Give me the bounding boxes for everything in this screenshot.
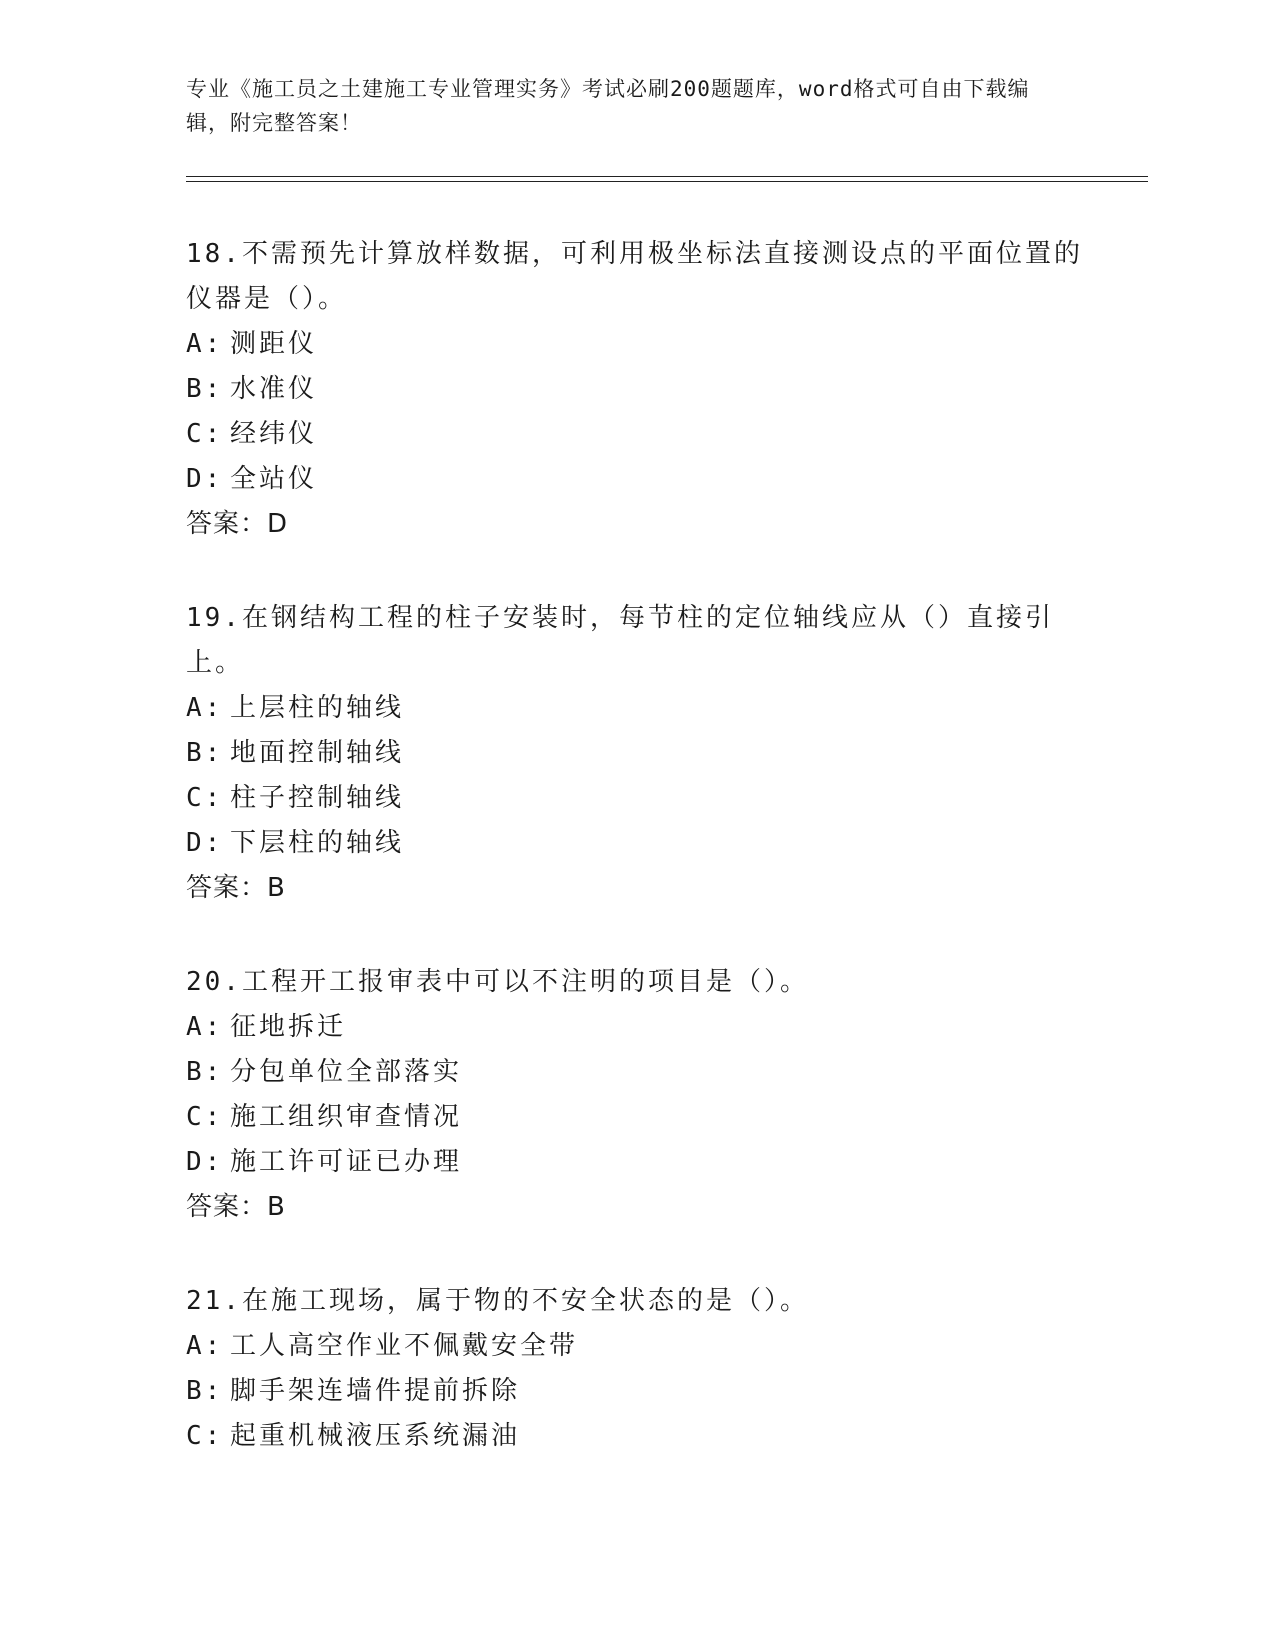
- option-text: 征地拆迁: [230, 1012, 347, 1042]
- option-text: 起重机械液压系统漏油: [230, 1421, 521, 1451]
- header-divider-top: [186, 176, 1148, 177]
- option-b: [186, 1369, 1086, 1414]
- document-header: 专业《施工员之土建施工专业管理实务》考试必刷200题题库，word格式可自由下载编辑，附完整答案！: [186, 77, 1030, 135]
- option-c: [186, 1414, 1086, 1459]
- option-label: A:: [186, 329, 224, 359]
- option-label: A:: [186, 693, 224, 723]
- option-label: B:: [186, 1057, 224, 1087]
- header-divider-bottom: [186, 181, 1148, 182]
- option-text: 上层柱的轴线: [230, 693, 405, 723]
- question-stem: 21.在施工现场，属于物的不安全状态的是（）。: [186, 1286, 809, 1316]
- option-label: A:: [186, 1012, 224, 1042]
- option-text: 下层柱的轴线: [230, 828, 405, 858]
- option-c: [186, 1095, 1086, 1140]
- answer: 答案：B: [186, 873, 286, 903]
- question-stem: 18.不需预先计算放样数据，可利用极坐标法直接测设点的平面位置的仪器是（）。: [186, 239, 1083, 314]
- option-text: 分包单位全部落实: [230, 1057, 463, 1087]
- option-d: [186, 457, 1086, 502]
- option-label: D:: [186, 464, 224, 494]
- question-21: [186, 1279, 1086, 1459]
- option-label: C:: [186, 1102, 224, 1132]
- option-b: [186, 367, 1086, 412]
- option-text: 水准仪: [230, 374, 318, 404]
- option-c: [186, 776, 1086, 821]
- option-label: C:: [186, 783, 224, 813]
- option-c: [186, 412, 1086, 457]
- question-stem: 19.在钢结构工程的柱子安装时，每节柱的定位轴线应从（）直接引上。: [186, 603, 1054, 678]
- option-label: B:: [186, 1376, 224, 1406]
- option-b: [186, 1050, 1086, 1095]
- option-text: 经纬仪: [230, 419, 318, 449]
- option-text: 地面控制轴线: [230, 738, 405, 768]
- option-d: [186, 821, 1086, 866]
- option-b: [186, 731, 1086, 776]
- option-label: B:: [186, 374, 224, 404]
- answer: 答案：B: [186, 1192, 286, 1222]
- option-label: D:: [186, 1147, 224, 1177]
- option-a: [186, 1005, 1086, 1050]
- option-text: 工人高空作业不佩戴安全带: [230, 1331, 579, 1361]
- option-a: [186, 1324, 1086, 1369]
- option-d: [186, 1140, 1086, 1185]
- option-text: 全站仪: [230, 464, 318, 494]
- option-text: 施工许可证已办理: [230, 1147, 463, 1177]
- option-a: [186, 322, 1086, 367]
- option-text: 柱子控制轴线: [230, 783, 405, 813]
- option-label: D:: [186, 828, 224, 858]
- answer: 答案：D: [186, 509, 289, 539]
- question-stem: 20.工程开工报审表中可以不注明的项目是（）。: [186, 967, 809, 997]
- option-text: 施工组织审查情况: [230, 1102, 463, 1132]
- option-a: [186, 686, 1086, 731]
- option-label: A:: [186, 1331, 224, 1361]
- option-label: C:: [186, 1421, 224, 1451]
- option-label: B:: [186, 738, 224, 768]
- question-19: [186, 596, 1086, 911]
- option-text: 测距仪: [230, 329, 318, 359]
- question-20: [186, 960, 1086, 1230]
- option-label: C:: [186, 419, 224, 449]
- question-18: [186, 232, 1086, 547]
- option-text: 脚手架连墙件提前拆除: [230, 1376, 521, 1406]
